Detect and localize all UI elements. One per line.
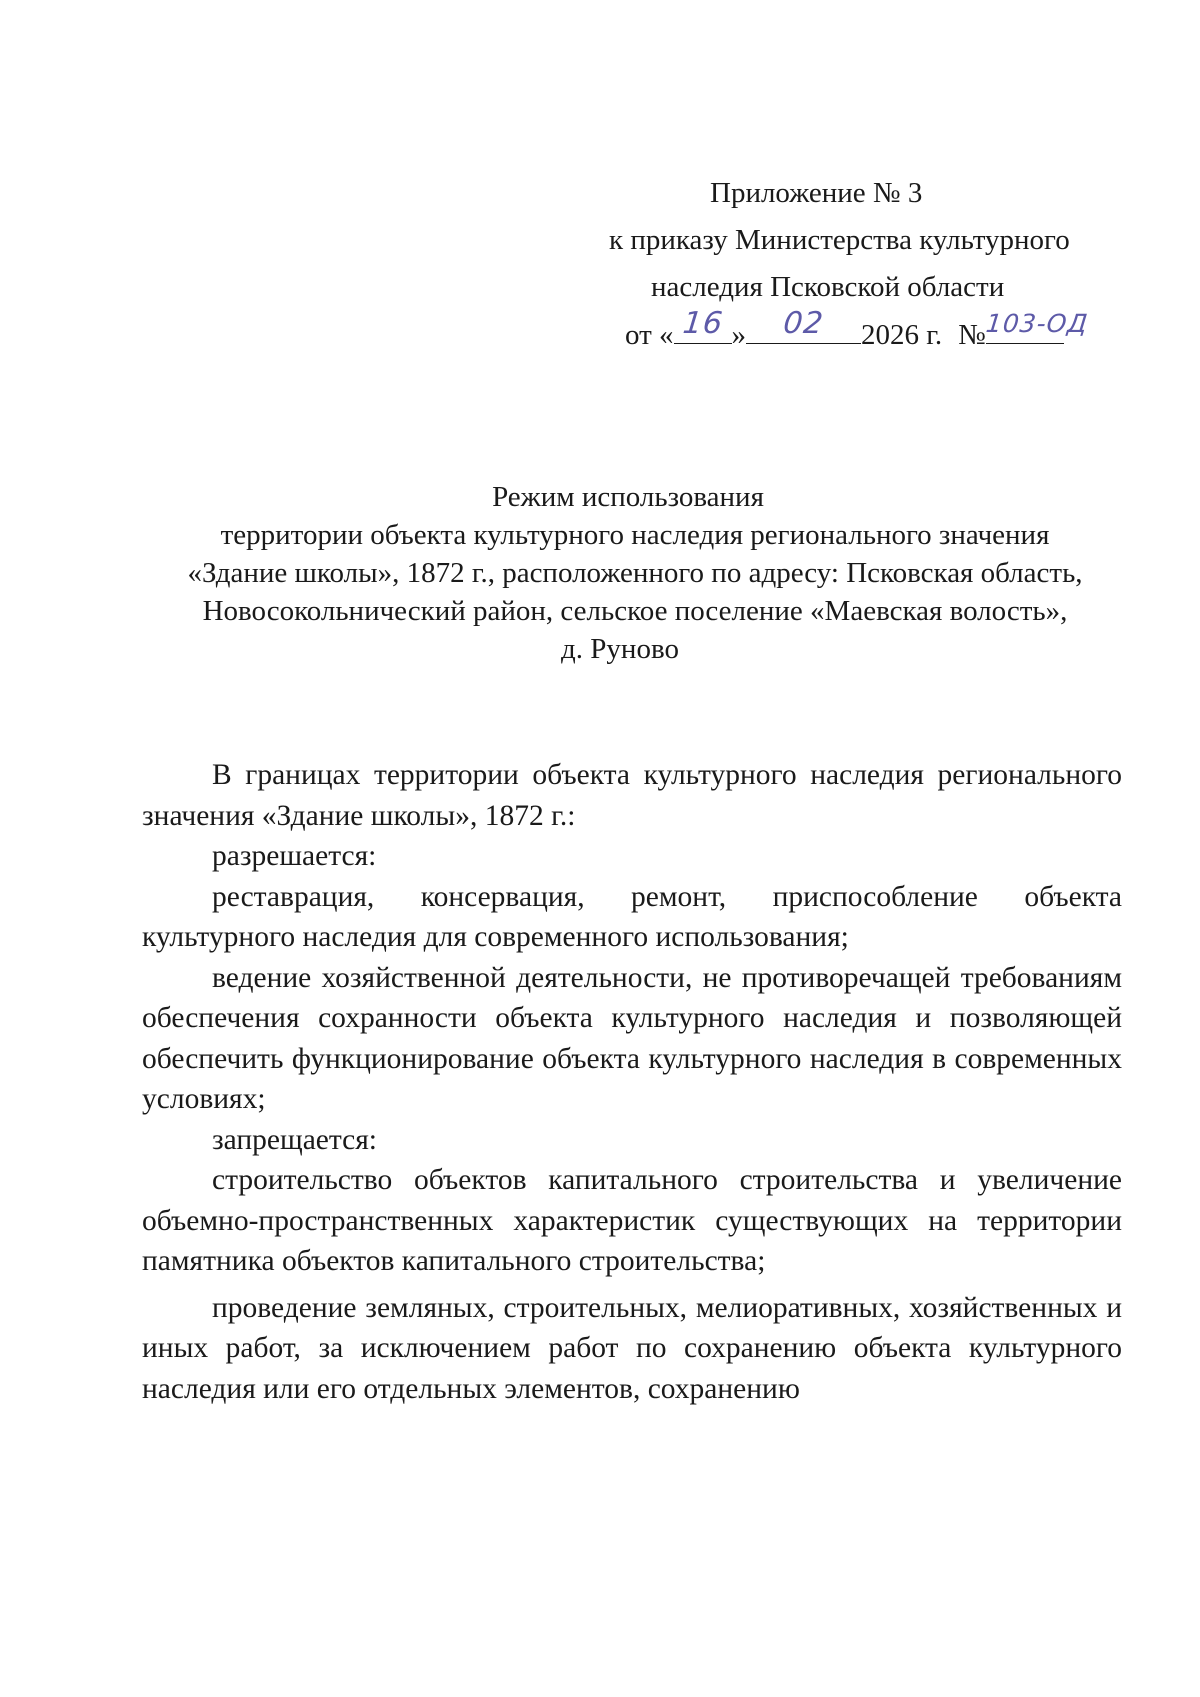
- handwritten-month: 02: [781, 306, 826, 341]
- title-line-5: д. Руново: [561, 633, 679, 665]
- intro-paragraph: В границах территории объекта культурного наследия регионального значения «Здание школы», 1872 г.:: [142, 759, 1122, 832]
- day-field: [674, 306, 732, 344]
- title-line-1: Режим использования: [492, 481, 764, 513]
- year-text: 2026 г.: [861, 319, 943, 351]
- title-line-2: территории объекта культурного наследия регионального значения: [220, 519, 1050, 551]
- date-prefix: от «: [625, 319, 674, 351]
- month-field: [746, 306, 861, 344]
- handwritten-day: 16: [680, 306, 725, 341]
- title-line-3: «Здание школы», 1872 г., расположенного по адресу: Псковская область,: [187, 557, 1083, 589]
- forbidden-item: строительство объектов капитального строительства и увеличение объемно-пространственных характеристик существующих на территории памятника объектов капитального строительства;: [142, 1164, 1122, 1277]
- number-field: [984, 309, 1090, 344]
- allowed-item: реставрация, консервация, ремонт, приспособление объекта культурного наследия для современного использования;: [142, 880, 1122, 953]
- appendix-ministry: наследия Псковской области: [651, 271, 1005, 303]
- handwritten-number: 103-ОД: [984, 309, 1090, 338]
- appendix-order-ref: к приказу Министерства культурного: [609, 224, 1070, 256]
- title-line-4: Новосокольнический район, сельское поселение «Маевская волость»,: [202, 595, 1068, 627]
- day-close-quote: »: [731, 319, 747, 351]
- allowed-item: ведение хозяйственной деятельности, не противоречащей требованиям обеспечения сохранности объекта культурного наследия и позволяющей обеспечить функционирование объекта культурного наследия в современных условиях;: [142, 961, 1122, 1115]
- number-label: №: [958, 319, 986, 351]
- appendix-header: [600, 170, 1100, 359]
- document-body: [142, 755, 1122, 1409]
- forbidden-heading: запрещается:: [212, 1123, 378, 1156]
- appendix-date-line: [625, 306, 1100, 359]
- forbidden-item: проведение земляных, строительных, мелиоративных, хозяйственных и иных работ, за исключением работ по сохранению объекта культурного наследия или его отдельных элементов, сохранению: [142, 1291, 1122, 1405]
- allowed-heading: разрешается:: [212, 840, 377, 872]
- appendix-title: Приложение № 3: [710, 177, 923, 209]
- document-title: [100, 478, 1100, 668]
